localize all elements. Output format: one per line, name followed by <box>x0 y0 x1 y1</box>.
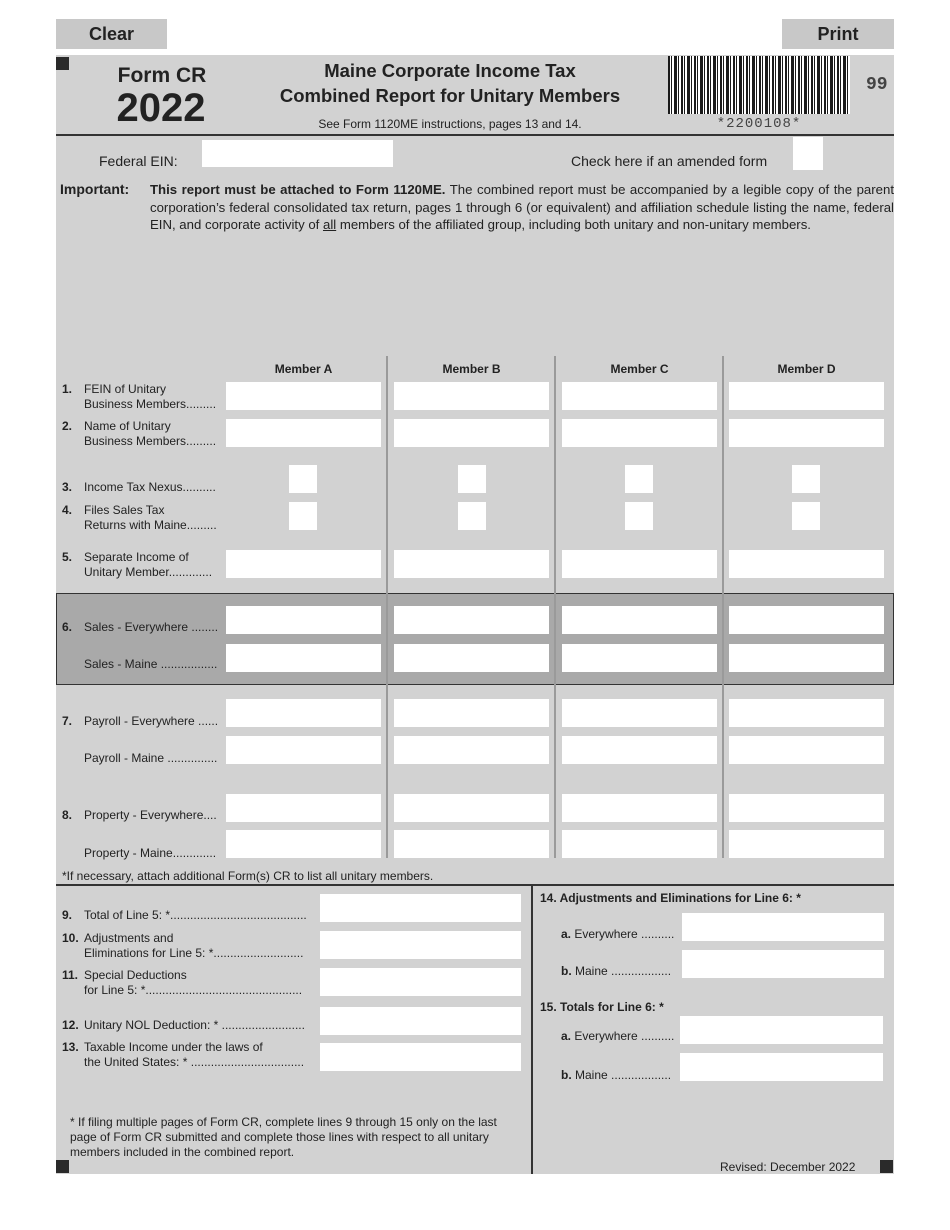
line-2-text-a: Name of Unitary <box>84 419 171 433</box>
line-14a-label <box>561 927 674 942</box>
line-12-label <box>62 1018 305 1033</box>
line-9-text: Total of Line 5: *......................................... <box>84 908 307 922</box>
line-2-member-c-input[interactable] <box>562 419 717 447</box>
line-1-member-c-input[interactable] <box>562 382 717 410</box>
line-5-member-c-input[interactable] <box>562 550 717 578</box>
line-1-member-b-input[interactable] <box>394 382 549 410</box>
line-11-text-a: Special Deductions <box>84 968 187 982</box>
corner-mark <box>56 1160 69 1173</box>
line-14a-input[interactable] <box>682 913 884 941</box>
line-3-member-b-checkbox[interactable] <box>458 465 486 493</box>
line-7-everywhere-member-a-input[interactable] <box>226 699 381 727</box>
line-15-title: 15. Totals for Line 6: * <box>540 1000 664 1014</box>
line-7-maine-member-b-input[interactable] <box>394 736 549 764</box>
important-text <box>142 181 894 234</box>
form-label: Form CR <box>117 64 207 87</box>
line-6-everywhere-member-c-input[interactable] <box>562 606 717 634</box>
corner-mark <box>56 57 69 70</box>
barcode <box>668 56 850 114</box>
line-15a-text: Everywhere .......... <box>574 1029 675 1043</box>
line-4-num: 4. <box>62 503 73 517</box>
line-6-text-a: Sales - Everywhere ........ <box>84 620 219 634</box>
bottom-section-rule <box>56 884 894 886</box>
line-6-num: 6. <box>62 620 73 634</box>
line-8-text-a: Property - Everywhere.... <box>84 808 217 822</box>
line-5-label <box>62 550 212 580</box>
line-8-num: 8. <box>62 808 73 822</box>
amended-label: Check here if an amended form <box>571 153 768 169</box>
instructions-note: See Form 1120ME instructions, pages 13 and 14. <box>318 117 582 131</box>
line-14-title: 14. Adjustments and Eliminations for Line 6: * <box>540 891 801 905</box>
line-1-label <box>62 382 216 412</box>
column-header-member-a: Member A <box>274 362 333 376</box>
line-4-member-c-checkbox[interactable] <box>625 502 653 530</box>
federal-ein-input[interactable] <box>202 140 393 167</box>
line-7-maine-member-c-input[interactable] <box>562 736 717 764</box>
column-divider <box>554 356 556 858</box>
line-10-label <box>62 931 303 961</box>
line-4-member-a-checkbox[interactable] <box>289 502 317 530</box>
line-6-everywhere-member-b-input[interactable] <box>394 606 549 634</box>
line-8-everywhere-member-b-input[interactable] <box>394 794 549 822</box>
line-14a-text: Everywhere .......... <box>574 927 675 941</box>
line-5-text-b: Unitary Member............. <box>84 565 213 579</box>
line-10-text-a: Adjustments and <box>84 931 174 945</box>
line-15a-input[interactable] <box>680 1016 883 1044</box>
line-2-member-d-input[interactable] <box>729 419 884 447</box>
line-6-maine-member-d-input[interactable] <box>729 644 884 672</box>
corner-mark <box>880 1160 893 1173</box>
line-1-text-b: Business Members......... <box>84 397 217 411</box>
line-7-text-a: Payroll - Everywhere ...... <box>84 714 219 728</box>
important-text1: The combined report must be accompanied by a legible copy of the parent corporation’s federal consolidated tax return, pages 1 through 6 (or equivalent) and affiliation schedule listing the name, federal EIN, and corporate activity of <box>150 182 894 232</box>
line-8-everywhere-member-d-input[interactable] <box>729 794 884 822</box>
column-header-member-b: Member B <box>442 362 501 376</box>
line-12-text: Unitary NOL Deduction: * ......................... <box>84 1018 305 1032</box>
line-10-num: 10. <box>62 931 79 945</box>
line-1-member-a-input[interactable] <box>226 382 381 410</box>
line-8-everywhere-member-a-input[interactable] <box>226 794 381 822</box>
attach-note: *If necessary, attach additional Form(s) CR to list all unitary members. <box>62 869 434 883</box>
line-8-everywhere-member-c-input[interactable] <box>562 794 717 822</box>
important-underlined: all <box>322 217 337 232</box>
line-15b-text: Maine .................. <box>575 1068 672 1082</box>
line-14b-key: b. <box>561 964 572 978</box>
line-13-text-a: Taxable Income under the laws of <box>84 1040 263 1054</box>
line-8-label <box>62 808 217 823</box>
line-1-member-d-input[interactable] <box>729 382 884 410</box>
line-10-text-b: Eliminations for Line 5: *........................... <box>84 946 304 960</box>
amended-checkbox[interactable] <box>793 137 823 170</box>
line-12-num: 12. <box>62 1018 79 1032</box>
line-3-label <box>62 480 216 495</box>
line-13-num: 13. <box>62 1040 79 1054</box>
line-14b-text: Maine .................. <box>575 964 672 978</box>
column-divider <box>386 356 388 858</box>
line-7-num: 7. <box>62 714 73 728</box>
line-4-text-b: Returns with Maine......... <box>84 518 217 532</box>
header-rule <box>56 134 894 136</box>
line-7-text-b: Payroll - Maine ............... <box>84 751 218 765</box>
line-5-member-b-input[interactable] <box>394 550 549 578</box>
line-8-maine-member-b-input[interactable] <box>394 830 549 858</box>
line-5-text-a: Separate Income of <box>84 550 189 564</box>
line-6-label <box>62 620 218 635</box>
line-15a-key: a. <box>561 1029 572 1043</box>
line-13-text-b: the United States: * .................................. <box>84 1055 305 1069</box>
line-7-everywhere-member-c-input[interactable] <box>562 699 717 727</box>
footnote: * If filing multiple pages of Form CR, complete lines 9 through 15 only on the last page of Form CR submitted and complete those lines with respect to all unitary members included in the combined report. <box>70 1115 497 1159</box>
line-11-text-b: for Line 5: *............................................... <box>84 983 303 997</box>
line-2-label <box>62 419 216 449</box>
line-6-everywhere-member-d-input[interactable] <box>729 606 884 634</box>
revised-date: Revised: December 2022 <box>720 1160 856 1174</box>
line-11-input[interactable] <box>320 968 521 996</box>
line-13-label <box>62 1040 304 1070</box>
line-6-everywhere-member-a-input[interactable] <box>226 606 381 634</box>
line-7-maine-member-a-input[interactable] <box>226 736 381 764</box>
line-9-num: 9. <box>62 908 73 922</box>
form-title-line2: Combined Report for Unitary Members <box>279 85 621 106</box>
line-7-everywhere-member-d-input[interactable] <box>729 699 884 727</box>
line-5-member-a-input[interactable] <box>226 550 381 578</box>
column-header-member-d: Member D <box>777 362 836 376</box>
line-5-member-d-input[interactable] <box>729 550 884 578</box>
print-button[interactable]: Print <box>782 19 894 49</box>
line-6-maine-member-c-input[interactable] <box>562 644 717 672</box>
line-9-label <box>62 908 307 923</box>
line-8-maine-member-c-input[interactable] <box>562 830 717 858</box>
line-12-input[interactable] <box>320 1007 521 1035</box>
line-1-num: 1. <box>62 382 73 396</box>
line-3-text-a: Income Tax Nexus.......... <box>84 480 216 494</box>
line-13-input[interactable] <box>320 1043 521 1071</box>
line-3-member-d-checkbox[interactable] <box>792 465 820 493</box>
line-2-member-b-input[interactable] <box>394 419 549 447</box>
line-15b-key: b. <box>561 1068 572 1082</box>
column-header-member-c: Member C <box>610 362 669 376</box>
line-8-text-b: Property - Maine............. <box>84 846 217 860</box>
line-10-input[interactable] <box>320 931 521 959</box>
line-4-label <box>62 503 217 533</box>
line-4-text-a: Files Sales Tax <box>84 503 165 517</box>
line-4-member-d-checkbox[interactable] <box>792 502 820 530</box>
line-3-num: 3. <box>62 480 73 494</box>
important-lead: Important: <box>60 181 130 197</box>
line-7-label <box>62 714 218 729</box>
column-divider <box>722 356 724 858</box>
line-15b-label <box>561 1068 671 1083</box>
line-15a-label <box>561 1029 674 1044</box>
line-9-input[interactable] <box>320 894 521 922</box>
important-text2: members of the affiliated group, including both unitary and non-unitary members. <box>336 217 811 232</box>
barcode-text: *2200108* <box>716 116 802 132</box>
bottom-section-divider <box>531 884 533 1174</box>
clear-button[interactable]: Clear <box>56 19 167 49</box>
line-11-num: 11. <box>62 968 79 982</box>
line-15b-input[interactable] <box>680 1053 883 1081</box>
line-8-maine-member-a-input[interactable] <box>226 830 381 858</box>
line-7-everywhere-member-b-input[interactable] <box>394 699 549 727</box>
line-5-num: 5. <box>62 550 73 564</box>
line-4-member-b-checkbox[interactable] <box>458 502 486 530</box>
form-title-line1: Maine Corporate Income Tax <box>324 60 576 81</box>
line-6-maine-member-a-input[interactable] <box>226 644 381 672</box>
line-6-text-b: Sales - Maine ................. <box>84 657 218 671</box>
line-2-text-b: Business Members......... <box>84 434 217 448</box>
page-code: 99 <box>866 75 888 95</box>
line-7-maine-member-d-input[interactable] <box>729 736 884 764</box>
line-1-text-a: FEIN of Unitary <box>84 382 167 396</box>
important-bold: This report must be attached to Form 1120ME. <box>150 182 446 197</box>
form-year: 2022 <box>116 86 206 130</box>
line-2-num: 2. <box>62 419 73 433</box>
line-14b-input[interactable] <box>682 950 884 978</box>
line-6-maine-member-b-input[interactable] <box>394 644 549 672</box>
line-3-member-c-checkbox[interactable] <box>625 465 653 493</box>
line-2-member-a-input[interactable] <box>226 419 381 447</box>
line-11-label <box>62 968 302 998</box>
line-3-member-a-checkbox[interactable] <box>289 465 317 493</box>
line-14b-label <box>561 964 671 979</box>
line-14a-key: a. <box>561 927 572 941</box>
line-8-maine-member-d-input[interactable] <box>729 830 884 858</box>
federal-ein-label: Federal EIN: <box>99 153 178 169</box>
